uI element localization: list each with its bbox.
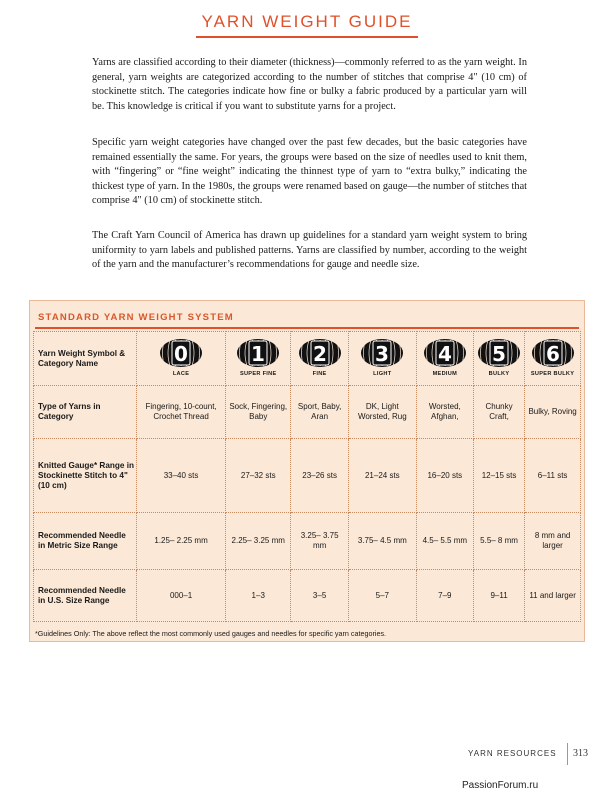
symbol-cell — [473, 332, 524, 386]
row-header-metric: Recommended Needle in Metric Size Range — [34, 513, 137, 570]
metric-cell: 4.5– 5.5 mm — [416, 513, 473, 570]
row-header-us: Recommended Needle in U.S. Size Range — [34, 570, 137, 622]
yarn-ball-icon — [477, 338, 521, 368]
us-cell: 7–9 — [416, 570, 473, 622]
gauge-cell: 16–20 sts — [416, 439, 473, 513]
gauge-cell: 12–15 sts — [473, 439, 524, 513]
category-name: SUPER BULKY — [530, 371, 575, 377]
page-number: 313 — [573, 748, 588, 759]
types-cell: Sport, Baby, Aran — [291, 386, 349, 439]
us-cell: 000–1 — [137, 570, 226, 622]
category-name: BULKY — [488, 371, 510, 377]
gauge-cell: 33–40 sts — [137, 439, 226, 513]
us-cell: 3–5 — [291, 570, 349, 622]
metric-cell: 3.75– 4.5 mm — [348, 513, 416, 570]
yarn-weight-number: 1 — [251, 342, 266, 366]
gauge-row — [34, 439, 581, 513]
yarn-ball-icon — [236, 338, 280, 368]
category-name: FINE — [312, 371, 327, 377]
yarn-weight-number: 6 — [545, 342, 560, 366]
yarn-ball-icon — [360, 338, 404, 368]
types-cell: Sock, Fingering, Baby — [226, 386, 291, 439]
symbol-cell — [416, 332, 473, 386]
yarn-weight-number: 4 — [437, 342, 452, 366]
symbol-cell — [348, 332, 416, 386]
metric-cell: 3.25– 3.75 mm — [291, 513, 349, 570]
symbol-cell — [525, 332, 581, 386]
gauge-cell: 6–11 sts — [525, 439, 581, 513]
yarn-ball-icon — [531, 338, 575, 368]
yarn-ball-icon — [159, 338, 203, 368]
us-cell: 9–11 — [473, 570, 524, 622]
types-cell: Fingering, 10-count, Crochet Thread — [137, 386, 226, 439]
yarn-weight-number: 0 — [174, 342, 189, 366]
category-name: MEDIUM — [432, 371, 458, 377]
yarn-weight-number: 3 — [375, 342, 390, 366]
intro-paragraph-3: The Craft Yarn Council of America has drawn up guidelines for a standard yarn weight system to bring uniformity to yarn labels and published patterns. Yarns are classified by number, according to the weight of the yarn and the manufacturer’s recommendations for gauge and needle size. — [92, 230, 527, 270]
page-title: YARN WEIGHT GUIDE — [196, 10, 419, 38]
types-row — [34, 386, 581, 439]
category-name: SUPER FINE — [239, 371, 277, 377]
metric-cell: 2.25– 3.25 mm — [226, 513, 291, 570]
footer-section: YARN RESOURCES — [468, 749, 557, 758]
types-cell: Worsted, Afghan, — [416, 386, 473, 439]
footer-divider — [567, 743, 568, 765]
gauge-cell: 23–26 sts — [291, 439, 349, 513]
category-name: LIGHT — [373, 371, 392, 377]
yarn-weight-table — [33, 331, 581, 622]
yarn-ball-icon — [423, 338, 467, 368]
types-cell: Chunky Craft, — [473, 386, 524, 439]
metric-cell: 8 mm and larger — [525, 513, 581, 570]
metric-cell: 1.25– 2.25 mm — [137, 513, 226, 570]
title-wrap — [0, 10, 614, 38]
yarn-ball-icon — [298, 338, 342, 368]
intro-paragraph-2: Specific yarn weight categories have changed over the past few decades, but the basic categories have remained essentially the same. For years, the groups were based on the size of needles used to knit them, with “fingering” or “fine weight” indicating the thinnest type of yarn to “extra bulky,” indicating the thickest type of yarn. In the 1980s, the groups were renamed based on gauge—the number of stitches that comprise 4" (10 cm) of stockinette stitch. — [92, 137, 527, 206]
watermark: PassionForum.ru — [462, 780, 539, 791]
table-title-rule — [35, 327, 579, 329]
row-header-gauge: Knitted Gauge* Range in Stockinette Stitch to 4" (10 cm) — [34, 439, 137, 513]
symbol-cell — [291, 332, 349, 386]
us-row — [34, 570, 581, 622]
yarn-weight-panel — [29, 300, 585, 642]
intro-paragraph-1: Yarns are classified according to their diameter (thickness)—commonly referred to as the yarn weight. In general, yarn weights are categorized according to the number of stitches that comprise 4" (10 cm) of stockinette stitch. The categories indicate how fine or bulky a fabric produced by a particular yarn will be. This knowledge is critical if you want to substitute yarns for a project. — [92, 57, 527, 112]
row-header-types: Type of Yarns in Category — [34, 386, 137, 439]
gauge-cell: 27–32 sts — [226, 439, 291, 513]
symbol-cell — [226, 332, 291, 386]
types-cell: Bulky, Roving — [525, 386, 581, 439]
metric-row — [34, 513, 581, 570]
symbol-row — [34, 332, 581, 386]
category-name: LACE — [172, 371, 190, 377]
yarn-weight-number: 5 — [492, 342, 507, 366]
gauge-cell: 21–24 sts — [348, 439, 416, 513]
us-cell: 11 and larger — [525, 570, 581, 622]
yarn-weight-number: 2 — [312, 342, 327, 366]
symbol-cell — [137, 332, 226, 386]
metric-cell: 5.5– 8 mm — [473, 513, 524, 570]
table-footnote: *Guidelines Only: The above reflect the most commonly used gauges and needles for specific yarn categories. — [35, 629, 387, 638]
us-cell: 1–3 — [226, 570, 291, 622]
table-title: STANDARD YARN WEIGHT SYSTEM — [38, 312, 234, 323]
row-header-symbol: Yarn Weight Symbol & Category Name — [34, 332, 137, 386]
types-cell: DK, Light Worsted, Rug — [348, 386, 416, 439]
us-cell: 5–7 — [348, 570, 416, 622]
